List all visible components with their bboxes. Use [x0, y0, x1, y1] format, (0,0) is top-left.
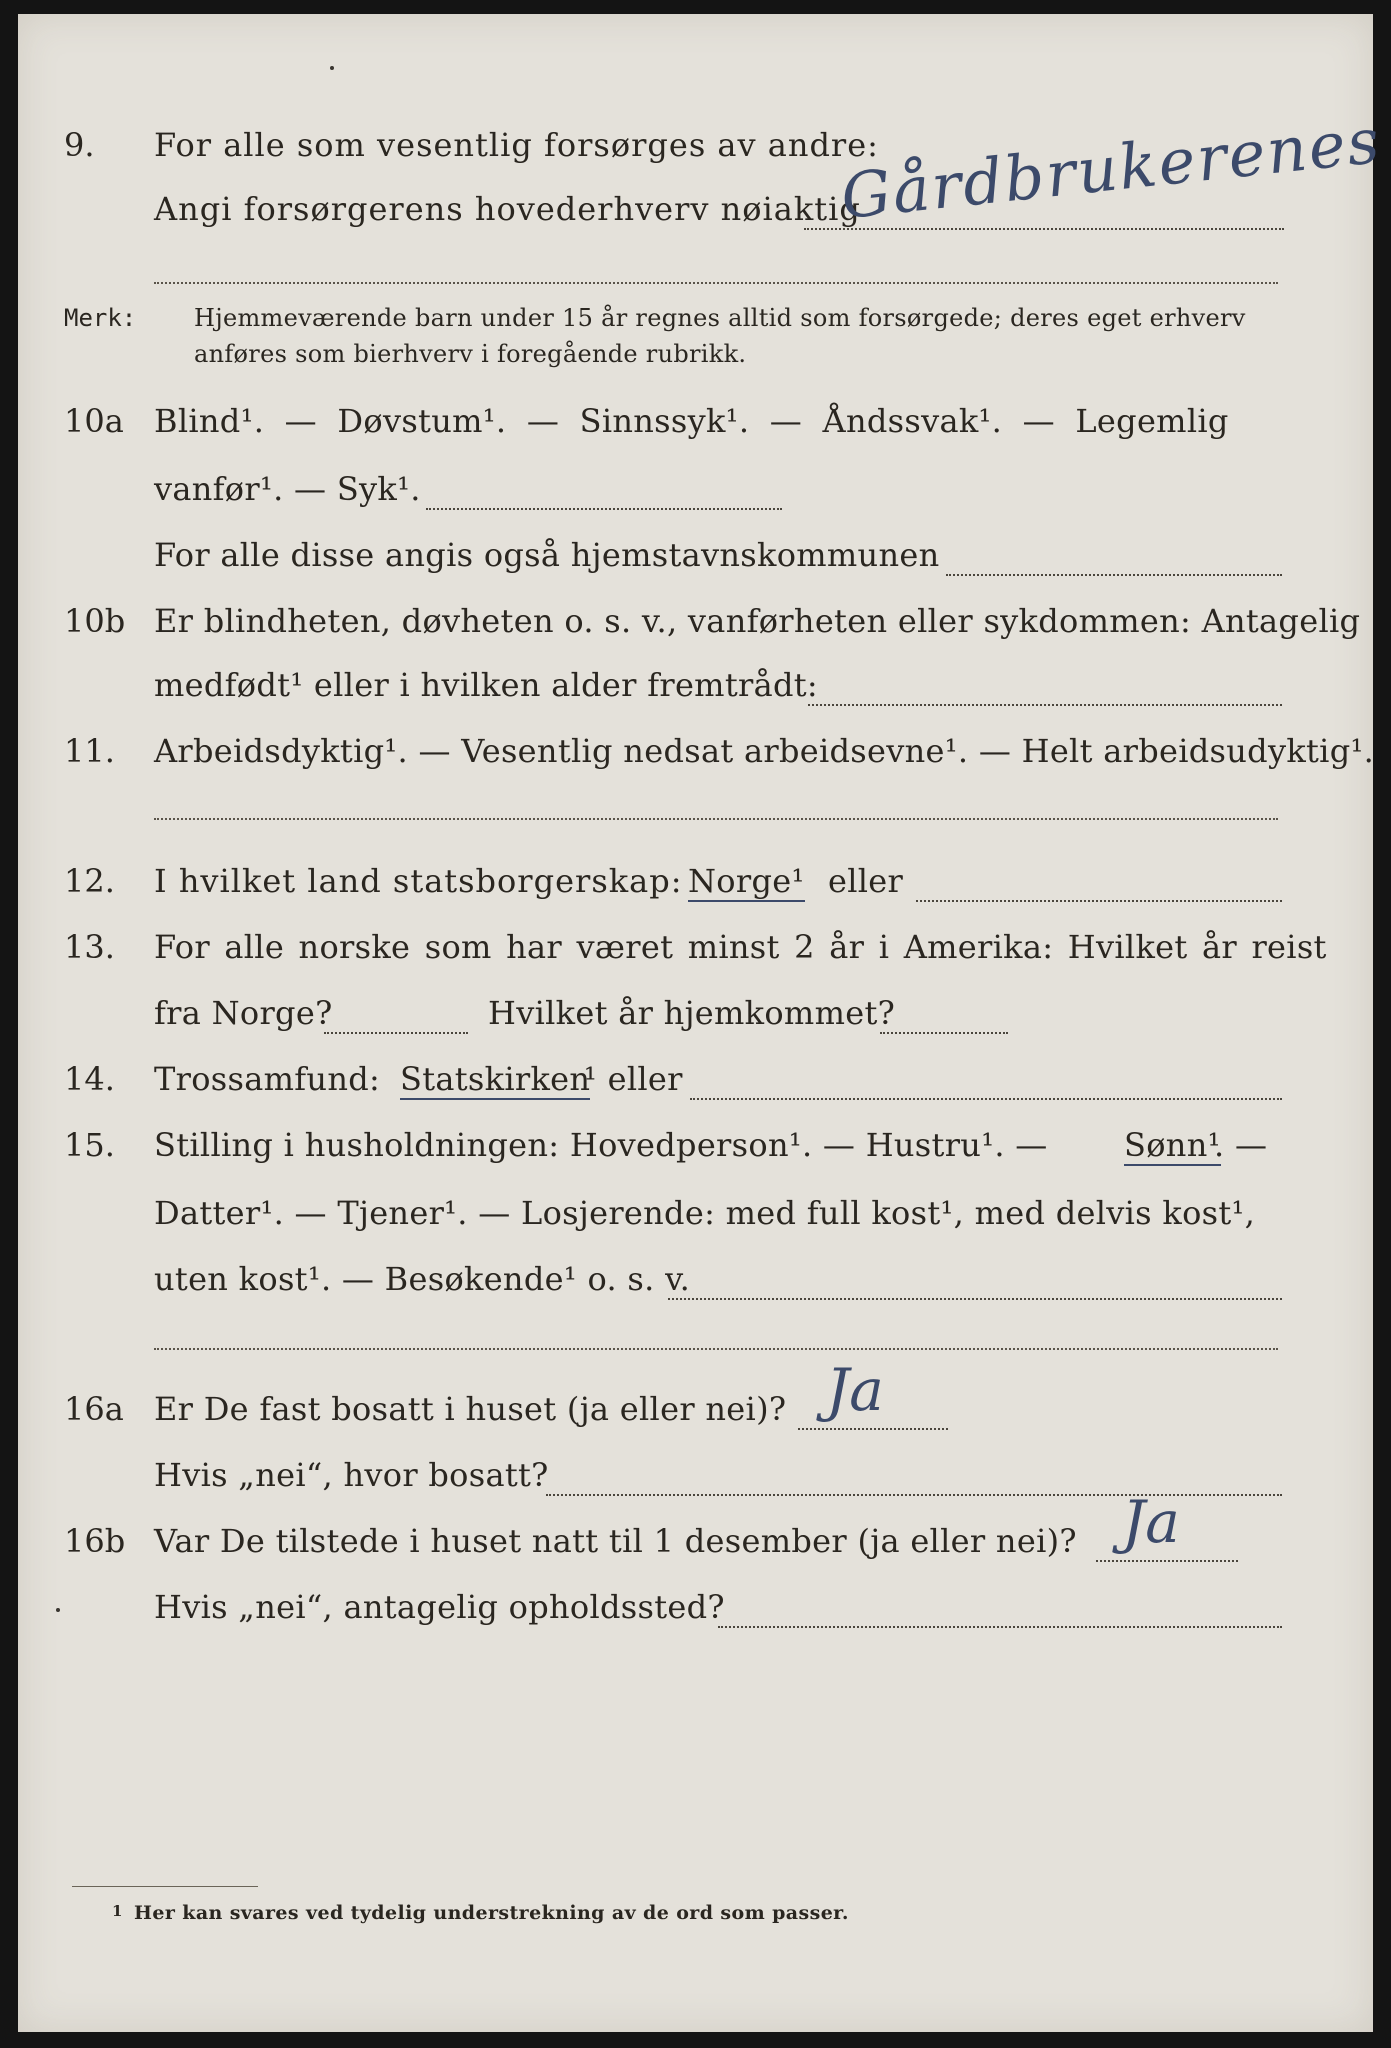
question-text: For alle som vesentlig forsørges av andre:: [154, 126, 879, 164]
question-text: fra Norge?: [154, 994, 333, 1032]
question-text: eller: [828, 862, 904, 900]
question-10a-line-2: [18, 470, 1373, 520]
selected-option: Norge¹: [688, 862, 805, 900]
question-15: [18, 1126, 1373, 1176]
question-10b-line-2: [18, 666, 1373, 716]
handwritten-occupation: Gårdbrukerenes: [837, 103, 1385, 234]
separator-line: [154, 282, 1278, 284]
question-number: 9.: [64, 126, 95, 164]
selected-option: Statskirken: [400, 1060, 591, 1098]
question-number: 10b: [64, 602, 126, 640]
footnote-rule: [72, 1886, 258, 1887]
question-number: 13.: [64, 928, 115, 966]
note-text: Hjemmeværende barn under 15 år regnes alltid som forsørgede; deres eget erhverv: [194, 304, 1246, 332]
question-13-line-2: [18, 994, 1373, 1044]
handwritten-answer: Ja: [826, 1356, 884, 1424]
question-text: Datter¹. — Tjener¹. — Losjerende: med full kost¹, med delvis kost¹,: [154, 1194, 1256, 1232]
question-text: Arbeidsdyktig¹. — Vesentlig nedsat arbeidsevne¹. — Helt arbeidsudyktig¹.: [154, 732, 1375, 770]
question-text: Trossamfund:: [154, 1060, 381, 1098]
note-text: anføres som bierhverv i foregående rubrikk.: [194, 340, 747, 368]
question-text: vanfør¹. — Syk¹.: [154, 470, 421, 508]
question-text: . —: [1214, 1126, 1268, 1164]
answer-line: [426, 508, 782, 510]
footnote-text: Her kan svares ved tydelig understrekning av de ord som passer.: [134, 1902, 849, 1924]
question-text: For alle norske som har været minst 2 år i Amerika: Hvilket år reist: [154, 928, 1327, 966]
handwritten-answer: Ja: [1122, 1488, 1180, 1556]
question-text: Er De fast bosatt i huset (ja eller nei)?: [154, 1390, 787, 1428]
question-number: 12.: [64, 862, 115, 900]
question-11: [18, 732, 1373, 782]
question-number: 16a: [64, 1390, 124, 1428]
question-number: 16b: [64, 1522, 126, 1560]
ink-speck: [56, 1608, 60, 1612]
question-text: ¹ eller: [584, 1060, 683, 1098]
note-label: Merk:: [64, 304, 137, 332]
separator-line: [154, 818, 1278, 820]
answer-line: [880, 1032, 1008, 1034]
answer-line: [1096, 1560, 1238, 1562]
question-number: 10a: [64, 402, 124, 440]
question-text: Er blindheten, døvheten o. s. v., vanførheten eller sykdommen: Antagelig: [154, 602, 1361, 640]
question-text: Hvilket år hjemkommet?: [488, 994, 896, 1032]
question-15-line-2: [18, 1194, 1373, 1244]
answer-line: [690, 1098, 1282, 1100]
question-text: medfødt¹ eller i hvilken alder fremtrådt:: [154, 666, 818, 704]
selected-option: Sønn¹: [1124, 1126, 1221, 1164]
question-12: [18, 862, 1373, 912]
answer-line: [718, 1626, 1282, 1628]
separator-line: [154, 1348, 1278, 1350]
question-text: Blind¹. — Døvstum¹. — Sinnssyk¹. — Åndssvak¹. — Legemlig: [154, 402, 1229, 440]
question-text: Var De tilstede i huset natt til 1 desember (ja eller nei)?: [154, 1522, 1077, 1560]
question-text: Hvis „nei“, antagelig opholdssted?: [154, 1588, 725, 1626]
answer-line: [946, 574, 1282, 576]
question-number: 11.: [64, 732, 115, 770]
question-text: I hvilket land statsborgerskap:: [154, 862, 683, 900]
answer-line: [324, 1032, 468, 1034]
answer-line: [916, 900, 1282, 902]
question-13: [18, 928, 1373, 978]
answer-line: [668, 1298, 1282, 1300]
answer-line: [808, 704, 1282, 706]
question-14: [18, 1060, 1373, 1110]
ink-speck: [330, 66, 334, 70]
question-16a: [18, 1390, 1373, 1440]
answer-line: [798, 1428, 948, 1430]
question-text: For alle disse angis også hjemstavnskommunen: [154, 536, 940, 574]
question-text: Stilling i husholdningen: Hovedperson¹. — Hustru¹. —: [154, 1126, 1048, 1164]
question-text: Angi forsørgerens hovederhverv nøiaktig: [154, 190, 861, 228]
question-text: Hvis „nei“, hvor bosatt?: [154, 1456, 549, 1494]
question-10b: [18, 602, 1373, 652]
question-number: 14.: [64, 1060, 115, 1098]
footnote-mark: 1: [112, 1902, 123, 1920]
question-15-line-3: [18, 1260, 1373, 1310]
question-10a: [18, 402, 1373, 452]
question-number: 15.: [64, 1126, 115, 1164]
question-16b-line-2: [18, 1588, 1373, 1638]
census-form-page: [18, 14, 1385, 2032]
question-text: uten kost¹. — Besøkende¹ o. s. v.: [154, 1260, 691, 1298]
question-10a-line-3: [18, 536, 1373, 586]
